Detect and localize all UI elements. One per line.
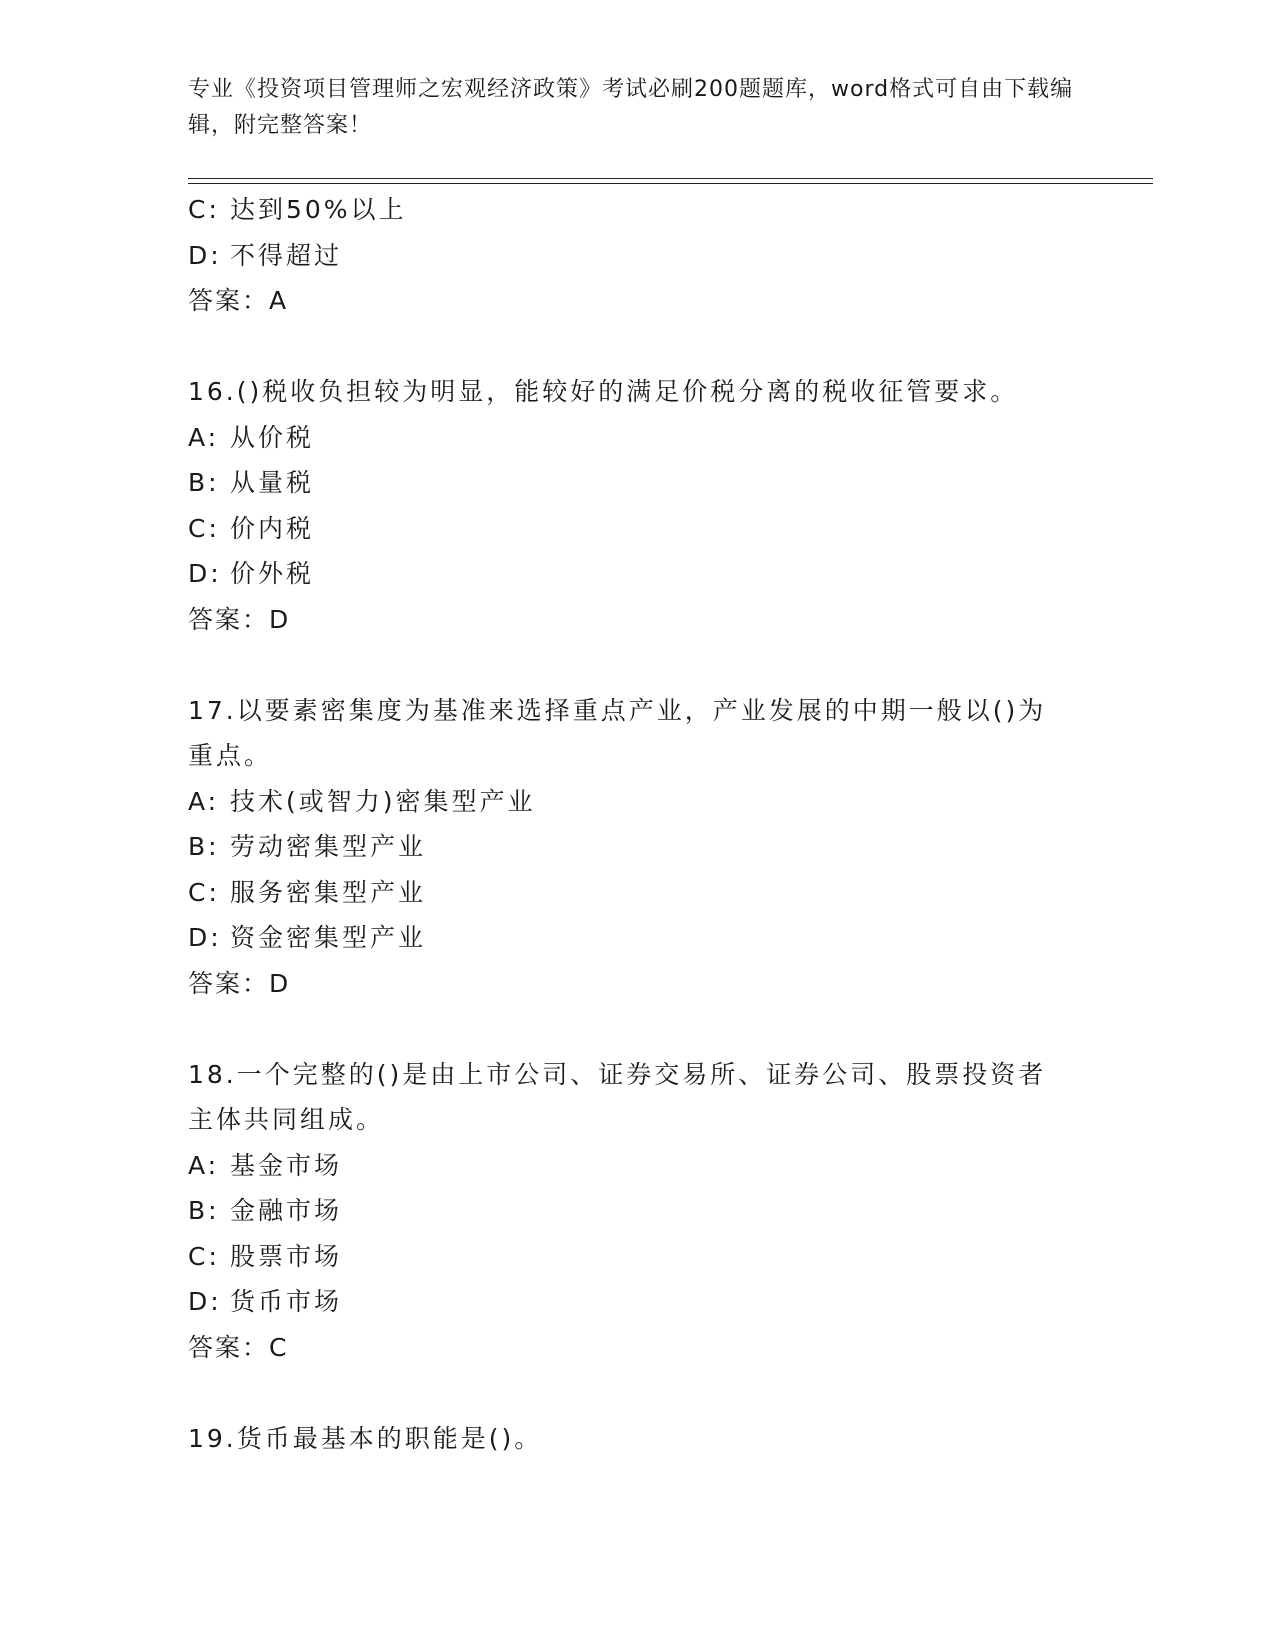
option-d: D: 货币市场	[188, 1287, 343, 1316]
option-c: C: 服务密集型产业	[188, 877, 427, 907]
question-list	[188, 187, 1088, 1461]
header-divider-top	[188, 178, 1153, 179]
option-a: A: 从价税	[188, 422, 315, 452]
question-text-line-2: 重点。	[188, 741, 273, 770]
question-block-15	[188, 187, 1088, 324]
option-a: A: 技术(或智力)密集型产业	[188, 786, 536, 816]
option-c: C: 股票市场	[188, 1241, 343, 1271]
question-text: 19.货币最基本的职能是()。	[188, 1423, 543, 1453]
option-a: A: 基金市场	[188, 1150, 343, 1180]
option-d: D: 资金密集型产业	[188, 923, 427, 952]
option-c: C: 达到50%以上	[188, 195, 407, 224]
option-b: B: 金融市场	[188, 1196, 343, 1225]
question-text-line-2: 主体共同组成。	[188, 1105, 385, 1134]
question-block-19	[188, 1416, 1088, 1462]
answer-label: 答案：C	[188, 1332, 289, 1362]
option-b: B: 劳动密集型产业	[188, 832, 427, 861]
answer-label: 答案：D	[188, 968, 291, 998]
option-d: D: 价外税	[188, 559, 315, 588]
option-c: C: 价内税	[188, 513, 315, 543]
question-text-line-1: 18.一个完整的()是由上市公司、证券交易所、证券公司、股票投资者	[188, 1059, 1047, 1089]
document-header: 专业《投资项目管理师之宏观经济政策》考试必刷200题题库，word格式可自由下载编辑，附完整答案！	[188, 77, 1074, 138]
option-b: B: 从量税	[188, 468, 315, 497]
question-text-line-1: 17.以要素密集度为基准来选择重点产业，产业发展的中期一般以()为	[188, 695, 1047, 725]
question-block-17	[188, 688, 1088, 1007]
question-block-18	[188, 1052, 1088, 1371]
header-divider-bottom	[188, 183, 1153, 184]
answer-label: 答案：D	[188, 604, 291, 634]
question-block-16	[188, 369, 1088, 642]
question-text: 16.()税收负担较为明显，能较好的满足价税分离的税收征管要求。	[188, 377, 1019, 406]
answer-label: 答案：A	[188, 286, 289, 315]
option-d: D: 不得超过	[188, 240, 343, 270]
